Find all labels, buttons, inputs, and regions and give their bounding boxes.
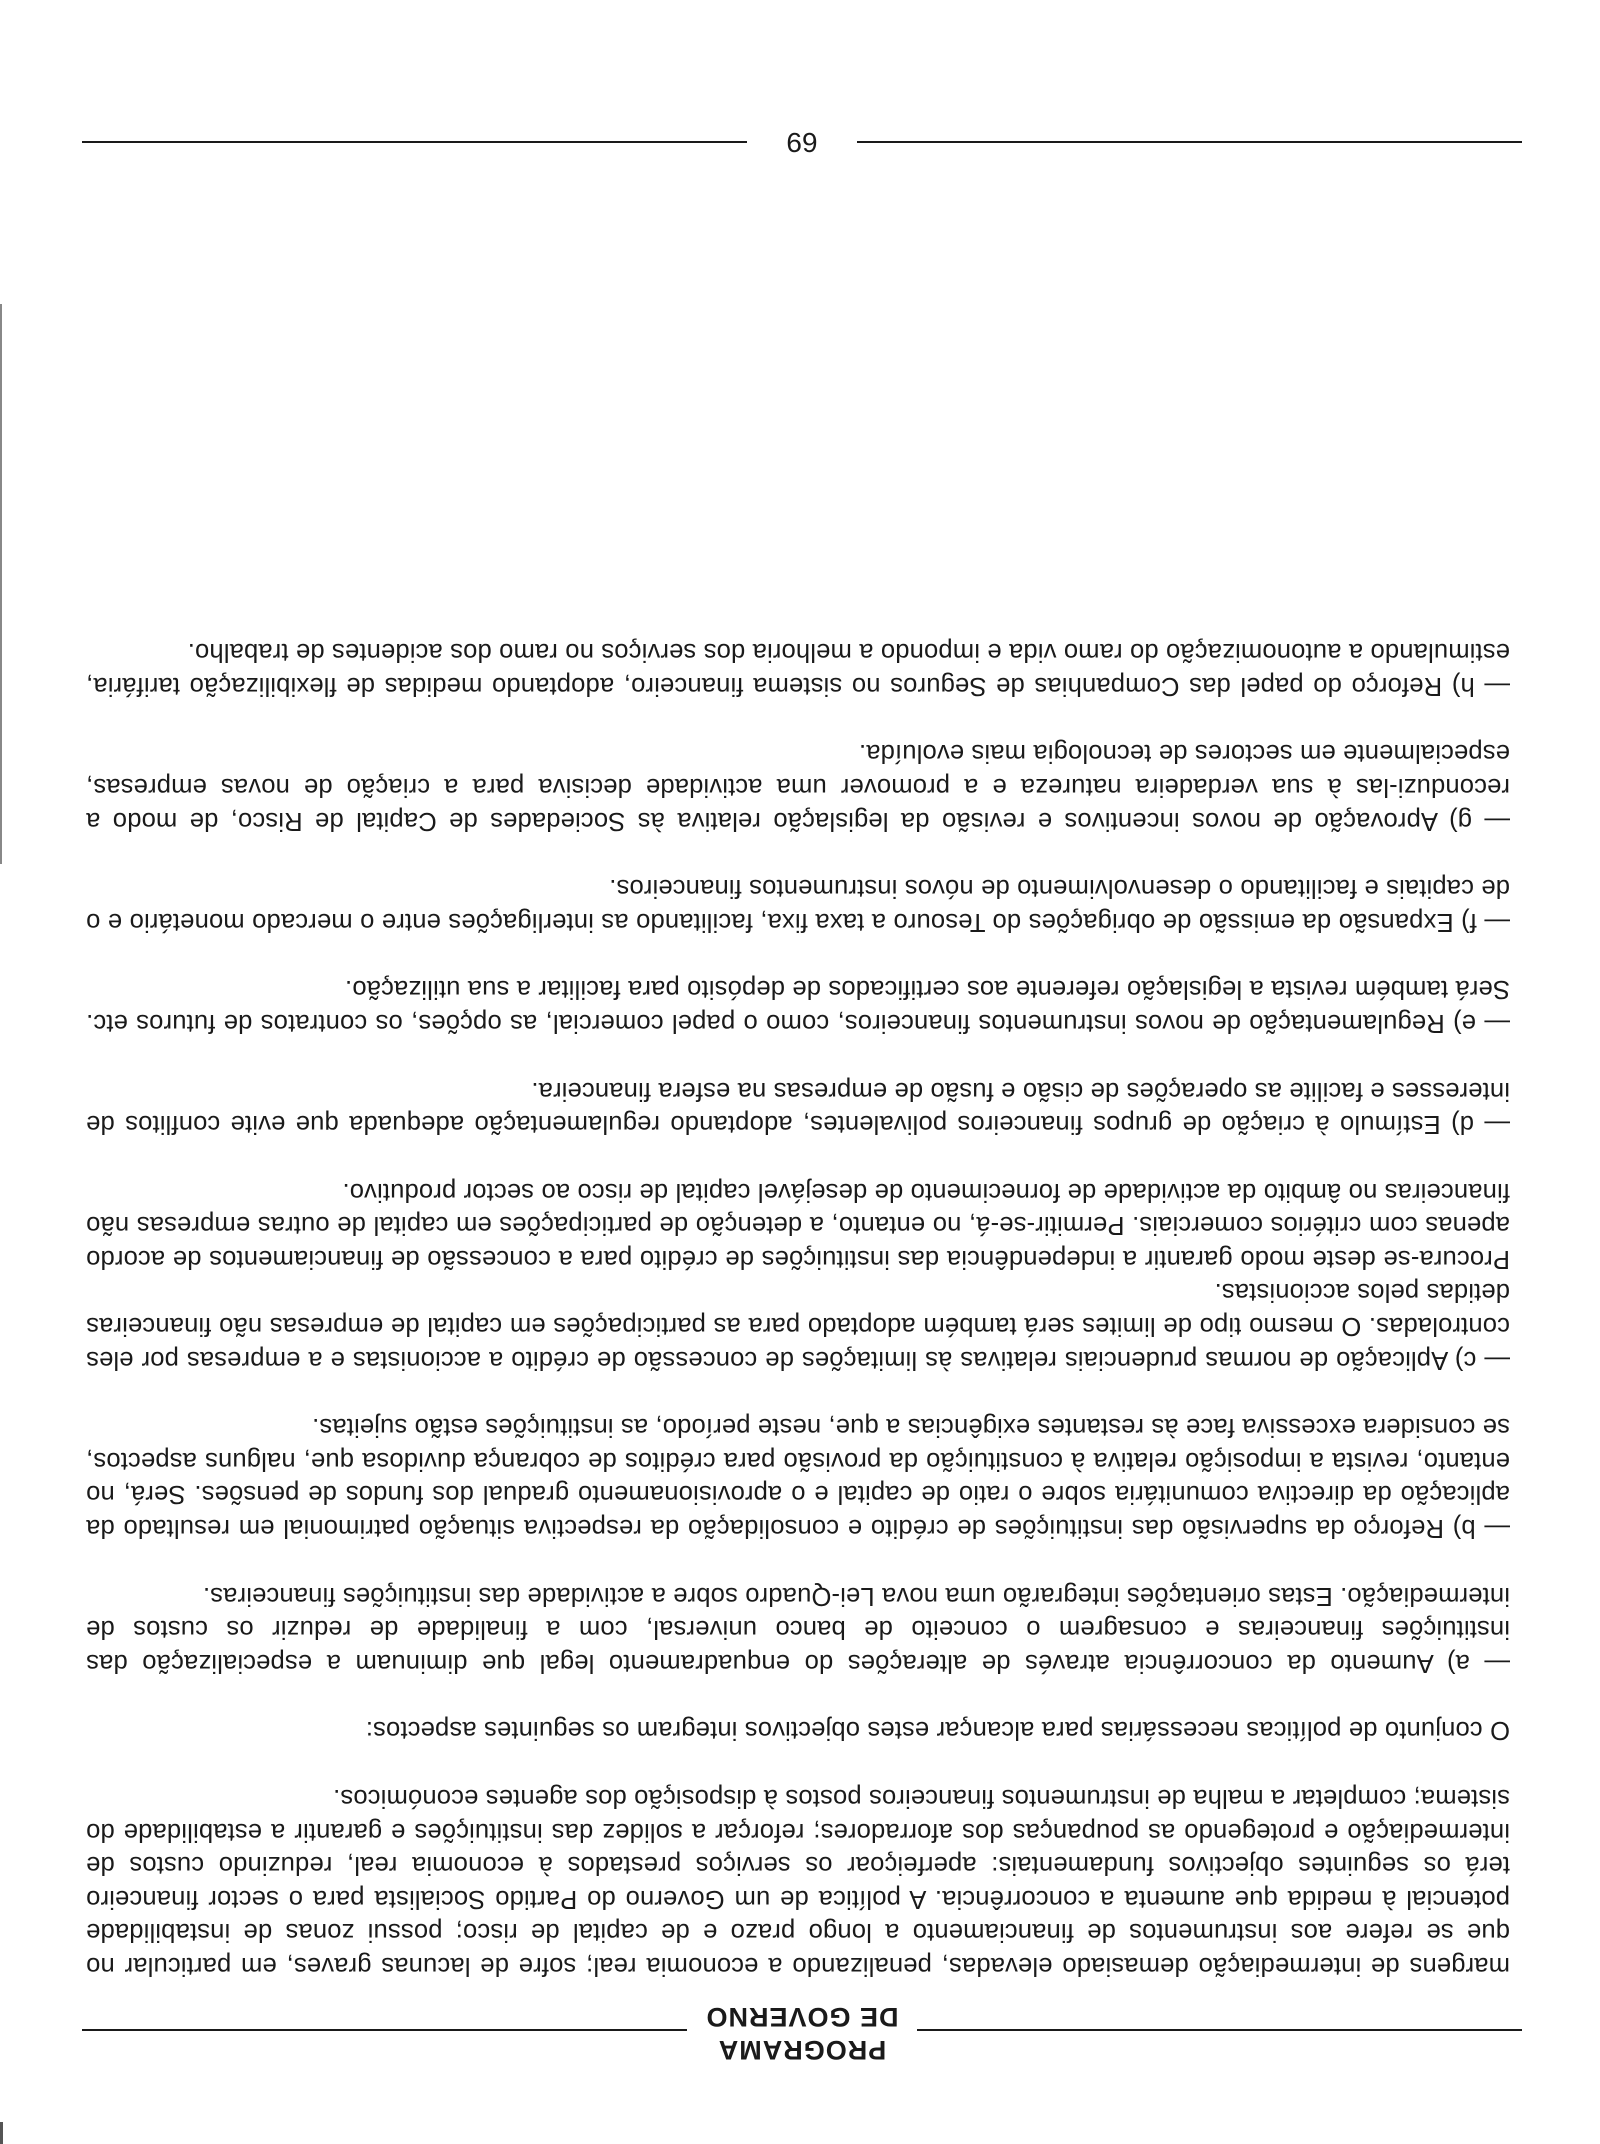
paragraph-intro: margens de intermediação demasiado elevadas, penalizando a economia real; sofre de lacunas graves, em particular no que se refere aos instrumentos de financiamento a longo prazo e de capital de risco; possui zonas de instabilidade potencial à medida que aumenta a concorrência. A política de um Governo do Partido Socialista para o sector financeiro terá os seguintes objectivos fundamentais: aperfeiçoar os serviços prestados à economia real, reduzindo custos de intermediação e protegendo as poupanças dos aforradores; reforçar a solidez das instituições e garantir a estabilidade do sistema; completar a malha de instrumentos financeiros postos à disposição dos agentes económicos. <box>86 1784 1510 1980</box>
paragraph-item-f: — f) Expansão da emissão de obrigações do Tesouro a taxa fixa, facilitando as interligações entre o mercado monetário e o de capitais e facilitando o desenvolvimento de nóvos instrumentos financeiros. <box>86 874 1510 936</box>
paragraph-item-g: — g) Aprovação de novos incentivos e revisão da legislação relativa às Sociedades de Capital de Risco, de modo a reconduzi-las à sua verdadeira natureza e a promover uma actividade decisiva para a criação de novas empresas, especialmente em sectores de tecnologia mais evoluída. <box>86 739 1510 835</box>
page-header <box>82 1996 1522 2066</box>
page-number: 69 <box>786 127 818 158</box>
scan-edge-mark <box>0 304 2 864</box>
paragraph-item-d: — d) Estímulo à criação de grupos financeiros polivalentes, adoptando regulamentação adequada que evite conflitos de interesses e facilite as operações de cisão e fusão de empresas na esfera financeira. <box>86 1076 1510 1139</box>
page-footer <box>82 122 1522 162</box>
paragraph-item-c: — c) Aplicação de normas prudenciais relativas às limitações de concessão de crédito a accionistas e a empresas por eles controladas. O mesmo tipo de limites será também adoptado para as participações em capital de empresas não financeiras detidas pelos accionistas. <box>86 1278 1510 1374</box>
header-title-line2: DE GOVERNO <box>705 2002 899 2032</box>
scan-edge-mark <box>0 2122 3 2144</box>
header-rule-left <box>917 2029 1522 2031</box>
footer-rule-left <box>857 141 1522 143</box>
paragraph-item-h: — h) Reforço do papel das Companhias de Seguros no sistema financeiro, adoptando medidas de flexibilização tarifária, estimulando a autonomização do ramo vida e impondo a melhoria dos serviços no ramo dos acidentes de trabalho. <box>86 638 1510 700</box>
header-rule-right <box>82 2029 687 2031</box>
paragraph-policies-lead: O conjunto de políticas necessárias para alcançar estes objectivos integram os seguintes aspectos: <box>365 1716 1510 1745</box>
header-title-line1: PROGRAMA <box>717 2035 887 2065</box>
footer-rule-right <box>82 141 747 143</box>
paragraph-item-b: — b) Reforço da supervisão das instituições de crédito e consolidação da respectiva situação patrimonial em resultado da aplicação da directiva comunitária sobre o ratio de capital e o aprovisionamento gradual dos fundos de pensões. Será, no entanto, revista a imposição relativa à constituição da provisão para créditos de cobrança duvidosa que, nalguns aspectos, se considera excessiva face às restantes exigências a que, neste período, as instituições estão sujeitas. <box>86 1413 1510 1543</box>
paragraph-item-e: — e) Regulamentação de novos instrumentos financeiros, como o papel comercial, as opções, os contratos de futuros etc. Será também revista a legislação referente aos certificados de depósito para facilitar a sua utilização. <box>86 975 1510 1037</box>
header-title <box>702 2000 902 2066</box>
paragraph-item-a: — a) Aumento da concorrência através de alterações do enquadramento legal que diminuam a especialização das instituições financeiras e consagrem o conceito de banco universal, com a finalidade de reduzir os custos de intermediação. Estas orientações integrarão uma nova Lei-Quadro sobre a actividade das instituições financeiras. <box>86 1581 1510 1677</box>
page-body <box>86 601 1510 1982</box>
paragraph-item-c-continued: Procura-se deste modo garantir a independência das instituições de crédito para a concessão de financiamentos de acordo apenas com critérios comerciais. Permitir-se-á, no entanto, a detenção de participações em capital de outras empresas não financeiras no âmbito da actividade de fornecimento de desejável capital de risco ao sector produtivo. <box>86 1177 1510 1273</box>
